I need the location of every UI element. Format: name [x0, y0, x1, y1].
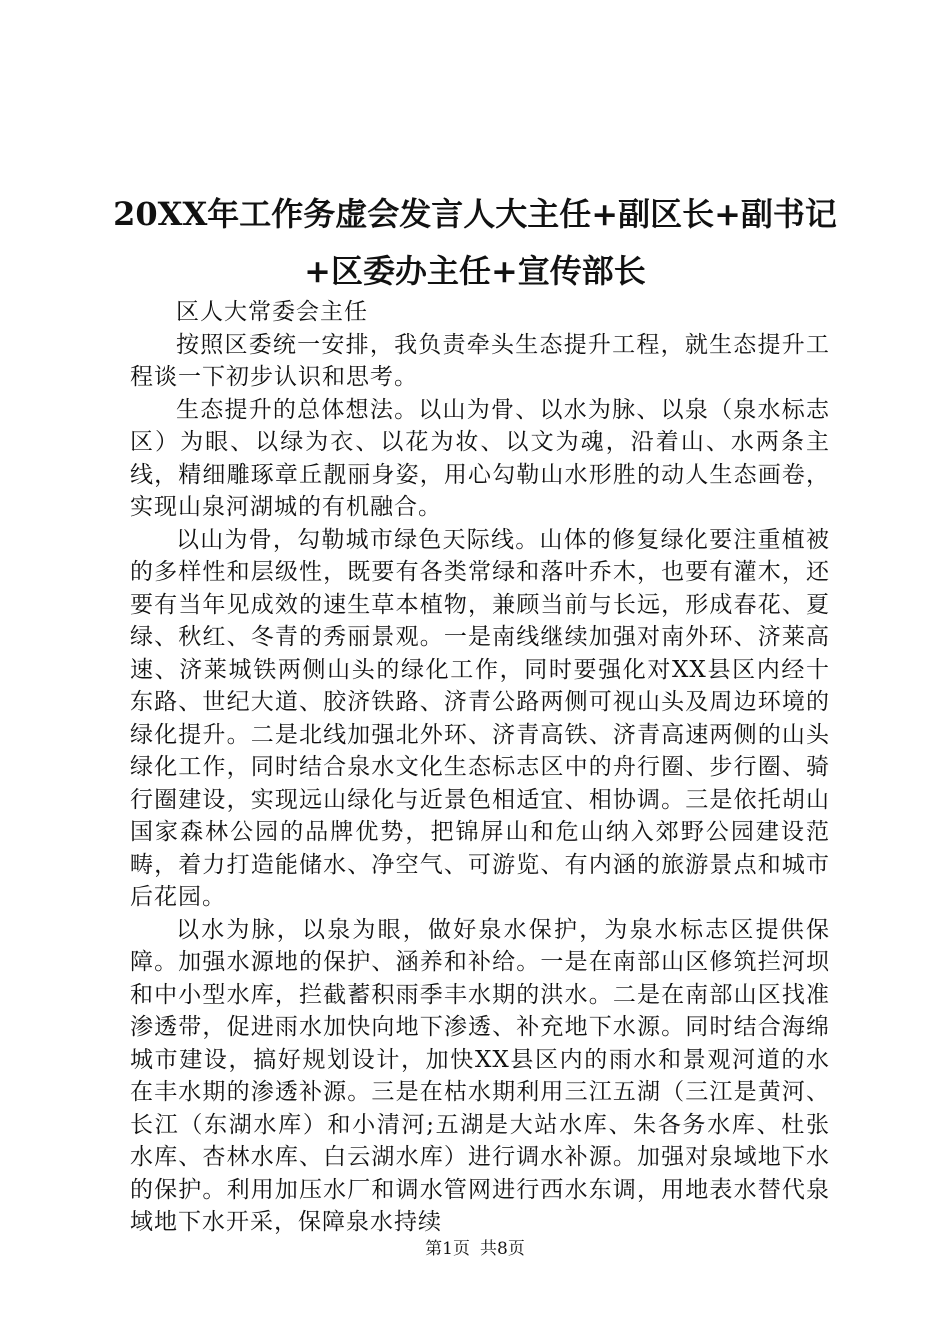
paragraph-overall-idea: 生态提升的总体想法。以山为骨、以水为脉、以泉（泉水标志区）为眼、以绿为衣、以花为妆、以文为魂，沿着山、水两条主线，精细雕琢章丘靓丽身姿，用心勾勒山水形胜的动人生态画卷，实现山泉河湖城的有机融合。 — [130, 396, 830, 520]
paragraph-water: 以水为脉，以泉为眼，做好泉水保护，为泉水标志区提供保障。加强水源地的保护、涵养和补给。一是在南部山区修筑拦河坝和中小型水库，拦截蓄积雨季丰水期的洪水。二是在南部山区找准渗透带，促进雨水加快向地下渗透、补充地下水源。同时结合海绵城市建设，搞好规划设计，加快XX县区内的雨水和景观河道的水在丰水期的渗透补源。三是在枯水期利用三江五湖（三江是黄河、长江（东湖水库）和小清河;五湖是大站水库、朱各务水库、杜张水库、杏林水库、白云湖水库）进行调水补源。加强对泉域地下水的保护。利用加压水厂和调水管网进行西水东调，用地表水替代泉域地下水开采，保障泉水持续 — [130, 916, 830, 1235]
document-title: 20XX年工作务虚会发言人大主任+副区长+副书记+区委办主任+宣传部长 — [113, 195, 837, 290]
paragraph-author: 区人大常委会主任 — [176, 299, 368, 325]
page-number: 第1页 — [425, 1239, 470, 1259]
paragraph-intro: 按照区委统一安排，我负责牵头生态提升工程，就生态提升工程谈一下初步认识和思考。 — [130, 331, 830, 390]
page-total: 共8页 — [480, 1239, 525, 1259]
page-footer — [0, 1237, 950, 1261]
paragraph-mountain: 以山为骨，勾勒城市绿色天际线。山体的修复绿化要注重植被的多样性和层级性，既要有各类常绿和落叶乔木，也要有灌木，还要有当年见成效的速生草本植物，兼顾当前与长远，形成春花、夏绿、秋红、冬青的秀丽景观。一是南线继续加强对南外环、济莱高速、济莱城铁两侧山头的绿化工作，同时要强化对XX县区内经十东路、世纪大道、胶济铁路、济青公路两侧可视山头及周边环境的绿化提升。二是北线加强北外环、济青高铁、济青高速两侧的山头绿化工作，同时结合泉水文化生态标志区中的舟行圈、步行圈、骑行圈建设，实现远山绿化与近景色相适宜、相协调。三是依托胡山国家森林公园的品牌优势，把锦屏山和危山纳入郊野公园建设范畴，着力打造能储水、净空气、可游览、有内涵的旅游景点和城市后花园。 — [130, 526, 830, 910]
document-body — [130, 296, 830, 1239]
